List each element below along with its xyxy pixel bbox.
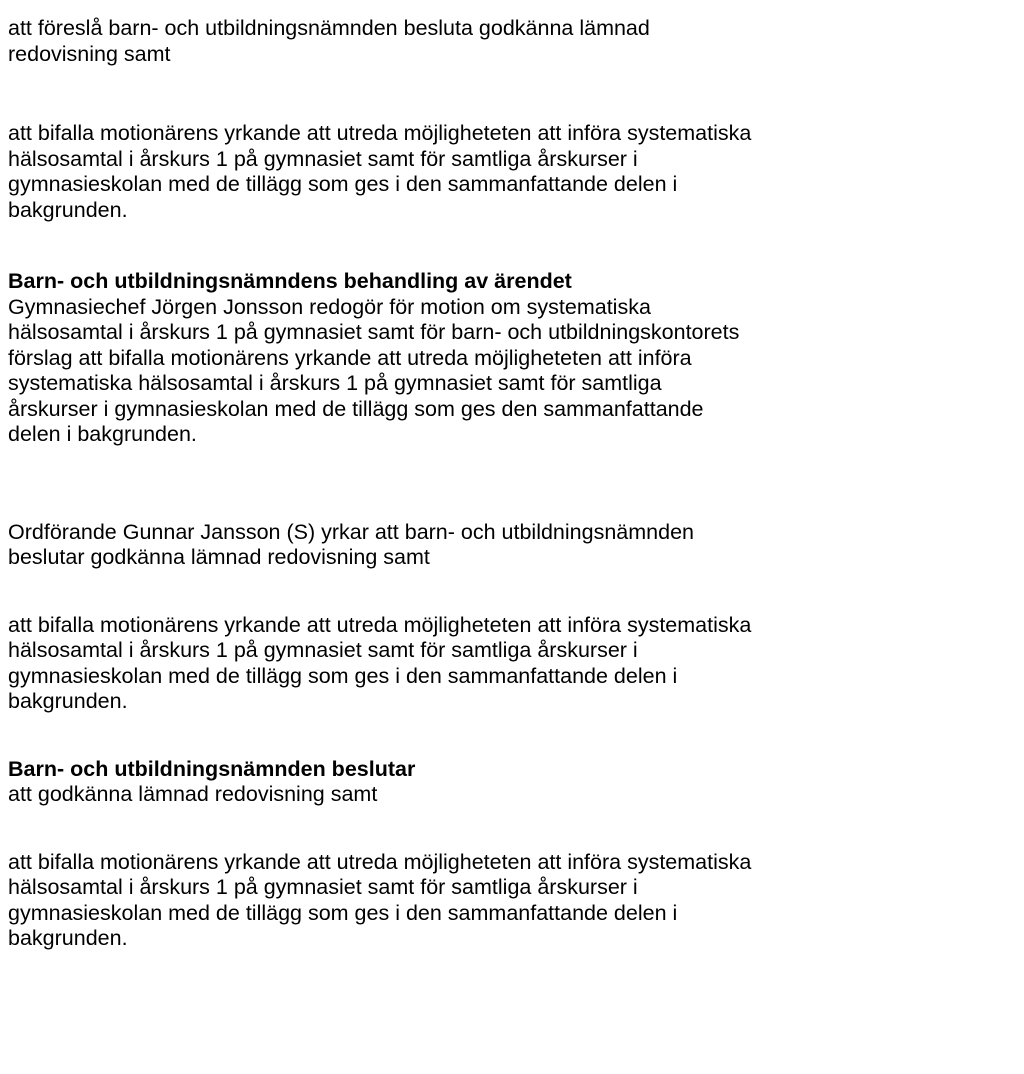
text-line: årskurser i gymnasieskolan med de tillägg som ges den sammanfattande [8,396,704,421]
text-line: gymnasieskolan med de tillägg som ges i den sammanfattande delen i [8,900,678,925]
section-heading-decision: Barn- och utbildningsnämnden beslutar [8,756,416,781]
text-line: att bifalla motionärens yrkande att utreda möjligheteten att införa systematiska [8,612,752,637]
text-line: hälsosamtal i årskurs 1 på gymnasiet samt för samtliga årskurser i [8,638,638,662]
text-line: förslag att bifalla motionärens yrkande att utreda möjligheteten att införa [8,345,692,370]
text-line: bakgrunden. [8,689,128,713]
text-line: systematiska hälsosamtal i årskurs 1 på gymnasiet samt för samtliga [8,371,662,395]
text-line: bakgrunden. [8,926,128,950]
text-line: att bifalla motionärens yrkande att utreda möjligheteten att införa systematiska [8,849,752,874]
text-line: Gymnasiechef Jörgen Jonsson redogör för motion om systematiska [8,294,651,319]
decision-paragraph [8,782,1020,808]
text-line: beslutar godkänna lämnad redovisning samt [8,545,430,569]
section-heading-treatment: Barn- och utbildningsnämndens behandling av ärendet [8,269,572,293]
text-line: redovisning samt [8,41,171,66]
text-line: gymnasieskolan med de tillägg som ges i den sammanfattande delen i [8,663,678,688]
proposal-paragraph [8,16,1020,67]
text-line: att bifalla motionärens yrkande att utreda möjligheteten att införa systematiska [8,121,752,145]
text-line: Ordförande Gunnar Jansson (S) yrkar att barn- och utbildningsnämnden [8,519,694,544]
text-line: hälsosamtal i årskurs 1 på gymnasiet samt för samtliga årskurser i [8,146,638,171]
text-line: bakgrunden. [8,197,128,222]
chair-motion-paragraph [8,520,1020,571]
text-line: hälsosamtal i årskurs 1 på gymnasiet samt för barn- och utbildningskontorets [8,320,740,344]
decision-approval-paragraph [8,850,1020,952]
text-line: delen i bakgrunden. [8,422,197,446]
text-line: att föreslå barn- och utbildningsnämnden besluta godkänna lämnad [8,16,650,40]
text-line: hälsosamtal i årskurs 1 på gymnasiet samt för samtliga årskurser i [8,875,638,899]
motion-approval-paragraph [8,121,1020,223]
treatment-paragraph [8,295,1020,448]
document-page [8,6,1020,952]
text-line: att godkänna lämnad redovisning samt [8,782,378,806]
chair-motion-approval-paragraph [8,613,1020,715]
text-line: gymnasieskolan med de tillägg som ges i den sammanfattande delen i [8,172,678,196]
